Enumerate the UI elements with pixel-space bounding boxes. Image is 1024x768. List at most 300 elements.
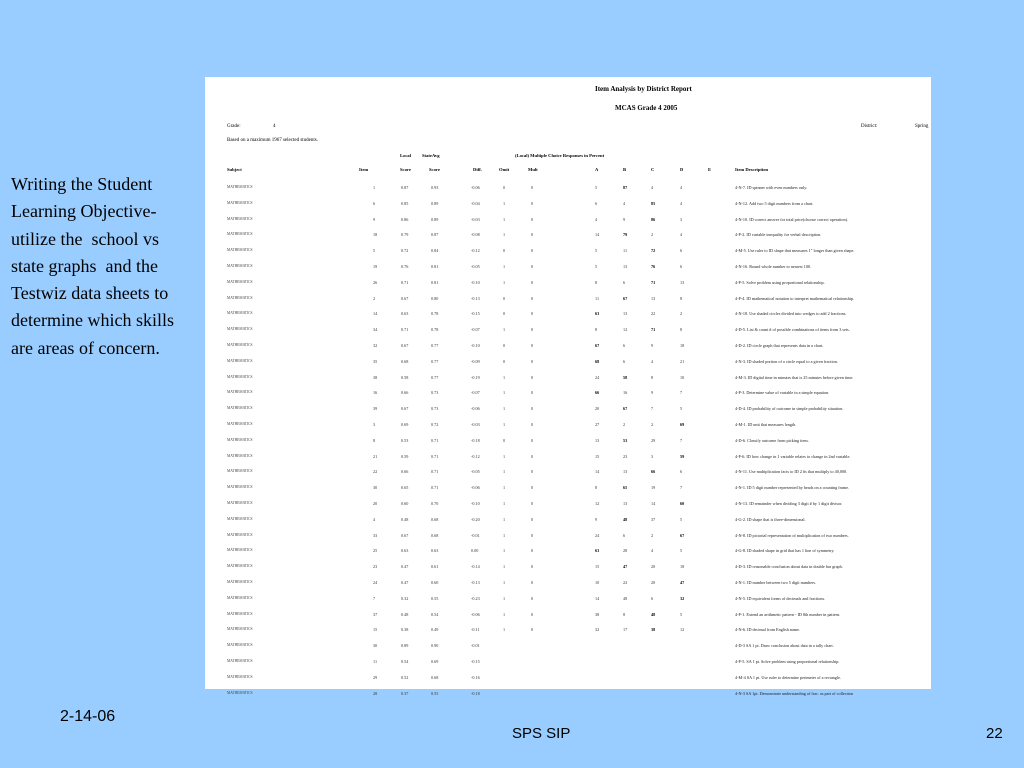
row-local-score: 0.63 bbox=[401, 548, 409, 554]
row-d: 7 bbox=[680, 437, 683, 443]
row-b: 6 bbox=[623, 343, 626, 348]
row-a: 6 bbox=[595, 200, 598, 206]
row-c: 4 bbox=[651, 185, 654, 190]
row-c: 37 bbox=[651, 516, 656, 522]
row-b: 12 bbox=[623, 327, 628, 333]
row-state-score: 0.68 bbox=[431, 674, 439, 680]
row-item: 8 bbox=[373, 437, 376, 443]
row-diff: -0.13 bbox=[471, 580, 480, 585]
row-state-score: 0.81 bbox=[431, 264, 439, 269]
row-subject: MATHEMATICS bbox=[227, 516, 253, 521]
row-item: 2 bbox=[373, 295, 376, 301]
row-omit: 1 bbox=[503, 595, 506, 601]
row-mult: 0 bbox=[531, 532, 534, 538]
row-omit: 1 bbox=[503, 374, 506, 380]
row-b: 6 bbox=[623, 279, 626, 285]
row-subject: MATHEMATICS bbox=[227, 200, 253, 205]
row-state-score: 0.89 bbox=[431, 200, 439, 206]
row-a: 15 bbox=[595, 564, 600, 570]
row-state-score: 0.69 bbox=[431, 659, 439, 664]
row-c: 76 bbox=[651, 264, 656, 269]
row-local-score: 0.60 bbox=[401, 501, 409, 506]
row-a: 8 bbox=[595, 485, 598, 491]
row-b: 48 bbox=[623, 516, 628, 522]
row-item: 11 bbox=[373, 659, 378, 664]
grade-value: 4 bbox=[273, 124, 276, 129]
row-diff: -0.18 bbox=[471, 437, 480, 443]
row-state-score: 0.49 bbox=[431, 627, 439, 633]
row-item: 22 bbox=[373, 469, 378, 475]
row-desc: 4-P-6. ID how change in 1 variable relates to change in 2nd variable. bbox=[735, 453, 851, 459]
row-mult: 0 bbox=[531, 200, 534, 206]
row-b: 9 bbox=[623, 216, 626, 222]
row-omit: 1 bbox=[503, 390, 506, 396]
row-b: 13 bbox=[623, 311, 628, 317]
table-row bbox=[205, 264, 931, 272]
table-row bbox=[205, 280, 931, 288]
row-diff: -0.05 bbox=[471, 469, 480, 475]
row-d: 32 bbox=[680, 595, 685, 601]
row-desc: 4-P-5. SA 1 pt. Solve problem using proportional relationship. bbox=[735, 659, 840, 664]
row-diff: -0.08 bbox=[471, 232, 480, 238]
row-d: 4 bbox=[680, 185, 683, 190]
table-row bbox=[205, 627, 931, 635]
row-omit: 0 bbox=[503, 343, 506, 348]
row-b: 13 bbox=[623, 501, 628, 506]
row-local-score: 0.47 bbox=[401, 580, 409, 585]
row-diff: -0.09 bbox=[471, 358, 480, 364]
row-a: 68 bbox=[595, 358, 600, 364]
row-omit: 1 bbox=[503, 548, 506, 554]
row-item: 37 bbox=[373, 611, 378, 617]
row-subject: MATHEMATICS bbox=[227, 390, 253, 395]
row-desc: 4-G-2. ID shape that is three-dimensional. bbox=[735, 516, 806, 522]
row-local-score: 0.66 bbox=[401, 469, 409, 475]
row-mult: 0 bbox=[531, 216, 534, 222]
row-desc: 4-D-6. Classify outcome from picking item. bbox=[735, 437, 809, 443]
row-desc: 4-N-1. ID number between two 5 digit numbers. bbox=[735, 580, 817, 585]
row-local-score: 0.48 bbox=[401, 516, 409, 522]
table-row bbox=[205, 533, 931, 541]
row-b: 11 bbox=[623, 248, 628, 254]
row-a: 32 bbox=[595, 627, 600, 633]
row-c: 19 bbox=[651, 485, 656, 491]
row-local-score: 0.69 bbox=[401, 422, 409, 427]
row-subject: MATHEMATICS bbox=[227, 374, 253, 379]
row-state-score: 0.63 bbox=[431, 548, 439, 554]
row-local-score: 0.68 bbox=[401, 358, 409, 364]
row-subject: MATHEMATICS bbox=[227, 343, 253, 347]
row-diff: -0.10 bbox=[471, 279, 480, 285]
row-a: 12 bbox=[595, 501, 600, 506]
row-state-score: 0.77 bbox=[431, 358, 439, 364]
row-item: 30 bbox=[373, 643, 378, 649]
row-state-score: 0.71 bbox=[431, 437, 439, 443]
row-mult: 0 bbox=[531, 232, 534, 238]
footer-date: 2-14-06 bbox=[60, 708, 116, 725]
row-item: 3 bbox=[373, 422, 376, 427]
row-item: 16 bbox=[373, 390, 378, 396]
row-diff: -0.11 bbox=[471, 627, 480, 633]
col-desc: Item Description bbox=[735, 167, 769, 172]
row-desc: 4-N-12. Add two 5 digit numbers from a chart. bbox=[735, 200, 814, 206]
row-item: 38 bbox=[373, 374, 378, 380]
col-local-score: Score bbox=[400, 167, 411, 172]
row-b: 67 bbox=[623, 406, 628, 412]
row-state-score: 0.78 bbox=[431, 327, 439, 333]
row-diff: -0.06 bbox=[471, 485, 480, 491]
row-desc: 4-P-1. Extend an arithmetic pattern - ID 8th number in pattern. bbox=[735, 611, 841, 617]
row-diff: -0.06 bbox=[471, 611, 480, 617]
row-desc: 4-N-5. ID equivalent forms of decimals and fractions. bbox=[735, 595, 826, 601]
row-subject: MATHEMATICS bbox=[227, 437, 253, 442]
row-desc: 4-N-1. ID 5 digit number represented by beads on a counting frame. bbox=[735, 485, 850, 491]
row-c: 71 bbox=[651, 279, 656, 285]
row-local-score: 0.71 bbox=[401, 327, 409, 333]
table-row bbox=[205, 691, 931, 699]
row-subject: MATHEMATICS bbox=[227, 595, 253, 600]
row-subject: MATHEMATICS bbox=[227, 469, 253, 474]
row-d: 8 bbox=[680, 327, 683, 333]
row-d: 18 bbox=[680, 343, 685, 348]
row-item: 25 bbox=[373, 548, 378, 554]
row-diff: -0.01 bbox=[471, 532, 480, 538]
row-c: 9 bbox=[651, 390, 654, 396]
row-state-score: 0.80 bbox=[431, 295, 439, 301]
row-c: 14 bbox=[651, 501, 656, 506]
row-subject: MATHEMATICS bbox=[227, 501, 253, 505]
row-desc: 4-N-13. ID remainder when dividing 3 digit # by 1 digit divisor. bbox=[735, 501, 843, 506]
row-d: 5 bbox=[680, 548, 683, 554]
row-d: 4 bbox=[680, 200, 683, 206]
col-item: Item bbox=[359, 167, 369, 172]
row-b: 67 bbox=[623, 295, 628, 301]
row-subject: MATHEMATICS bbox=[227, 264, 253, 268]
row-a: 5 bbox=[595, 264, 598, 269]
row-diff: -0.19 bbox=[471, 374, 480, 380]
row-mult: 0 bbox=[531, 185, 534, 190]
row-state-score: 0.87 bbox=[431, 232, 439, 238]
row-subject: MATHEMATICS bbox=[227, 532, 253, 537]
row-diff: -0.06 bbox=[471, 406, 480, 412]
row-omit: 1 bbox=[503, 564, 506, 570]
col-mult: Mult bbox=[528, 167, 538, 172]
row-d: 7 bbox=[680, 390, 683, 396]
table-row bbox=[205, 517, 931, 525]
row-state-score: 0.81 bbox=[431, 279, 439, 285]
row-state-score: 0.55 bbox=[431, 595, 439, 601]
row-c: 38 bbox=[651, 627, 656, 633]
row-state-score: 0.73 bbox=[431, 406, 439, 412]
row-a: 24 bbox=[595, 374, 600, 380]
row-subject: MATHEMATICS bbox=[227, 216, 253, 221]
row-item: 24 bbox=[373, 580, 378, 585]
row-item: 26 bbox=[373, 279, 378, 285]
row-state-score: 0.70 bbox=[431, 501, 439, 506]
row-local-score: 0.72 bbox=[401, 248, 409, 254]
row-local-score: 0.79 bbox=[401, 232, 409, 238]
table-row bbox=[205, 311, 931, 319]
row-local-score: 0.52 bbox=[401, 674, 409, 680]
row-b: 13 bbox=[623, 469, 628, 475]
row-diff: -0.03 bbox=[471, 422, 480, 427]
row-subject: MATHEMATICS bbox=[227, 643, 253, 648]
row-c: 4 bbox=[651, 548, 654, 554]
row-b: 6 bbox=[623, 532, 626, 538]
row-local-score: 0.38 bbox=[401, 627, 409, 633]
row-b: 4 bbox=[623, 200, 626, 206]
row-diff: -0.23 bbox=[471, 595, 480, 601]
row-b: 79 bbox=[623, 232, 628, 238]
row-desc: 4-G-8. ID shaded shape in grid that has 1 line of symmetry. bbox=[735, 548, 835, 554]
row-diff: -0.12 bbox=[471, 453, 480, 459]
table-row bbox=[205, 485, 931, 493]
row-b: 53 bbox=[623, 437, 628, 443]
report-subtitle: MCAS Grade 4 2005 bbox=[615, 104, 678, 112]
row-mult: 0 bbox=[531, 248, 534, 254]
row-c: 2 bbox=[651, 232, 654, 238]
row-local-score: 0.53 bbox=[401, 437, 409, 443]
row-d: 5 bbox=[680, 406, 683, 412]
row-diff: 0.00 bbox=[471, 548, 479, 554]
row-local-score: 0.54 bbox=[401, 659, 409, 664]
row-state-score: 0.93 bbox=[431, 185, 439, 190]
row-c: 22 bbox=[651, 311, 656, 317]
col-b: B bbox=[623, 167, 627, 172]
row-mult: 0 bbox=[531, 611, 534, 617]
row-omit: 1 bbox=[503, 453, 506, 459]
row-state-score: 0.72 bbox=[431, 422, 439, 427]
row-diff: -0.15 bbox=[471, 659, 480, 664]
row-state-score: 0.89 bbox=[431, 216, 439, 222]
row-subject: MATHEMATICS bbox=[227, 548, 253, 553]
row-a: 9 bbox=[595, 516, 598, 522]
row-d: 12 bbox=[680, 627, 685, 633]
row-item: 29 bbox=[373, 674, 378, 680]
table-row bbox=[205, 232, 931, 240]
row-subject: MATHEMATICS bbox=[227, 453, 253, 458]
row-subject: MATHEMATICS bbox=[227, 279, 253, 284]
row-desc: 4-P-2. ID variable inequality for verbal description. bbox=[735, 232, 822, 238]
row-diff: -0.05 bbox=[471, 264, 480, 269]
row-local-score: 0.71 bbox=[401, 279, 409, 285]
row-desc: 4-N-7. ID spinner with even numbers only. bbox=[735, 185, 808, 190]
row-a: 67 bbox=[595, 343, 600, 348]
row-d: 5 bbox=[680, 611, 683, 617]
row-diff: -0.04 bbox=[471, 200, 480, 206]
row-b: 28 bbox=[623, 548, 628, 554]
row-state-score: 0.71 bbox=[431, 453, 439, 459]
row-desc: 4-N-3. ID shaded portion of a circle equal to a given fraction. bbox=[735, 358, 838, 364]
col-omit: Omit bbox=[499, 167, 510, 172]
row-mult: 0 bbox=[531, 327, 534, 333]
row-subject: MATHEMATICS bbox=[227, 185, 253, 189]
row-omit: 1 bbox=[503, 485, 506, 491]
row-b: 48 bbox=[623, 595, 628, 601]
col-diff: Diff. bbox=[473, 167, 482, 172]
row-mult: 0 bbox=[531, 501, 534, 506]
row-diff: -0.03 bbox=[471, 216, 480, 222]
row-mult: 0 bbox=[531, 564, 534, 570]
table-row bbox=[205, 343, 931, 351]
col-state-score: Score bbox=[429, 167, 440, 172]
row-c: 7 bbox=[651, 406, 654, 412]
row-desc: 4-M-5. Use ruler to ID shape that measures 1" longer than given shape. bbox=[735, 248, 855, 254]
table-row bbox=[205, 327, 931, 335]
row-c: 48 bbox=[651, 611, 656, 617]
row-local-score: 0.63 bbox=[401, 311, 409, 317]
row-subject: MATHEMATICS bbox=[227, 627, 253, 632]
row-subject: MATHEMATICS bbox=[227, 659, 253, 663]
row-c: 20 bbox=[651, 580, 656, 585]
row-mult: 0 bbox=[531, 295, 534, 301]
report-title: Item Analysis by District Report bbox=[595, 85, 692, 93]
row-diff: -0.12 bbox=[471, 248, 480, 254]
row-c: 29 bbox=[651, 437, 656, 443]
row-omit: 1 bbox=[503, 580, 506, 585]
table-row bbox=[205, 296, 931, 304]
row-omit: 1 bbox=[503, 406, 506, 412]
row-d: 6 bbox=[680, 248, 683, 254]
district-value: Spring bbox=[915, 124, 929, 129]
row-diff: -0.20 bbox=[471, 516, 480, 522]
row-local-score: 0.58 bbox=[401, 374, 409, 380]
row-omit: 0 bbox=[503, 185, 506, 190]
row-omit: 1 bbox=[503, 422, 506, 427]
row-omit: 1 bbox=[503, 516, 506, 522]
row-item: 18 bbox=[373, 232, 378, 238]
row-diff: -0.06 bbox=[471, 185, 480, 190]
row-c: 86 bbox=[651, 216, 656, 222]
row-d: 69 bbox=[680, 422, 685, 427]
row-diff: -0.07 bbox=[471, 327, 480, 333]
row-subject: MATHEMATICS bbox=[227, 422, 253, 426]
row-local-score: 0.87 bbox=[401, 185, 409, 190]
row-b: 6 bbox=[623, 358, 626, 364]
row-item: 32 bbox=[373, 343, 378, 348]
row-local-score: 0.47 bbox=[401, 564, 409, 570]
table-row bbox=[205, 390, 931, 398]
row-diff: -0.01 bbox=[471, 643, 480, 649]
row-b: 17 bbox=[623, 627, 628, 633]
col-a: A bbox=[595, 167, 599, 172]
table-row bbox=[205, 185, 931, 193]
col-subject: Subject bbox=[227, 167, 242, 172]
row-d: 3 bbox=[680, 216, 683, 222]
row-c: 20 bbox=[651, 564, 656, 570]
row-b: 8 bbox=[623, 611, 626, 617]
row-a: 8 bbox=[595, 327, 598, 333]
row-c: 3 bbox=[651, 453, 654, 459]
row-desc: 4-N-16. Round whole number to nearest 100. bbox=[735, 264, 812, 269]
report-scan bbox=[205, 77, 931, 696]
table-row bbox=[205, 201, 931, 209]
row-d: 7 bbox=[680, 485, 683, 491]
row-item: 9 bbox=[373, 216, 376, 222]
row-state-score: 0.61 bbox=[431, 564, 439, 570]
row-a: 10 bbox=[595, 580, 600, 585]
row-local-score: 0.32 bbox=[401, 595, 409, 601]
row-item: 20 bbox=[373, 501, 378, 506]
table-row bbox=[205, 501, 931, 509]
row-omit: 0 bbox=[503, 311, 506, 317]
row-mult: 0 bbox=[531, 358, 534, 364]
row-d: 5 bbox=[680, 516, 683, 522]
row-state-score: 0.90 bbox=[431, 643, 439, 649]
row-c: 8 bbox=[651, 374, 654, 380]
table-row bbox=[205, 596, 931, 604]
row-c: 13 bbox=[651, 295, 656, 301]
row-state-score: 0.77 bbox=[431, 343, 439, 348]
row-item: 7 bbox=[373, 595, 376, 601]
row-omit: 1 bbox=[503, 501, 506, 506]
row-b: 22 bbox=[623, 580, 628, 585]
row-d: 60 bbox=[680, 501, 685, 506]
row-d: 10 bbox=[680, 374, 685, 380]
row-a: 63 bbox=[595, 311, 600, 317]
row-b: 2 bbox=[623, 422, 626, 427]
row-desc: 4-D-2. ID circle graph that represents data in a chart. bbox=[735, 343, 824, 348]
row-mult: 0 bbox=[531, 595, 534, 601]
row-item: 1 bbox=[373, 185, 376, 190]
row-c: 2 bbox=[651, 532, 654, 538]
row-mult: 0 bbox=[531, 580, 534, 585]
row-diff: -0.18 bbox=[471, 690, 480, 696]
row-b: 58 bbox=[623, 374, 628, 380]
row-omit: 1 bbox=[503, 469, 506, 475]
row-a: 27 bbox=[595, 422, 600, 427]
row-c: 4 bbox=[651, 358, 654, 364]
row-d: 6 bbox=[680, 264, 683, 269]
row-a: 4 bbox=[595, 216, 598, 222]
based-on-note: Based on a maximum 1967 selected students. bbox=[227, 138, 318, 143]
row-a: 8 bbox=[595, 279, 598, 285]
row-omit: 1 bbox=[503, 279, 506, 285]
row-subject: MATHEMATICS bbox=[227, 295, 253, 300]
row-desc: 4-P-3. Determine value of variable in a simple equation. bbox=[735, 390, 830, 396]
row-d: 21 bbox=[680, 358, 685, 364]
row-local-score: 0.67 bbox=[401, 406, 409, 412]
row-state-score: 0.55 bbox=[431, 690, 439, 696]
table-row bbox=[205, 248, 931, 256]
row-state-score: 0.71 bbox=[431, 485, 439, 491]
table-row bbox=[205, 438, 931, 446]
row-c: 71 bbox=[651, 327, 656, 333]
footer-center-text: SPS SIP bbox=[512, 725, 571, 742]
row-c: 85 bbox=[651, 200, 656, 206]
row-local-score: 0.86 bbox=[401, 216, 409, 222]
row-d: 8 bbox=[680, 295, 683, 301]
row-a: 38 bbox=[595, 611, 600, 617]
row-c: 66 bbox=[651, 469, 656, 475]
row-b: 87 bbox=[623, 185, 628, 190]
row-item: 34 bbox=[373, 327, 378, 333]
group-local: Local bbox=[400, 153, 411, 158]
row-desc: 4-D-5. List & count # of possible combinations of items from 3 sets. bbox=[735, 327, 850, 333]
row-item: 5 bbox=[373, 248, 376, 254]
row-omit: 1 bbox=[503, 532, 506, 538]
table-row bbox=[205, 469, 931, 477]
row-a: 14 bbox=[595, 469, 600, 475]
row-mult: 0 bbox=[531, 437, 534, 443]
row-mult: 0 bbox=[531, 279, 534, 285]
row-mult: 0 bbox=[531, 343, 534, 348]
row-local-score: 0.89 bbox=[401, 643, 409, 649]
district-label: District: bbox=[861, 124, 878, 129]
row-c: 2 bbox=[651, 422, 654, 427]
slide-body-text: Writing the Student Learning Objective-utilize the school vs state graphs and the Testwiz data sheets to determine which skills are areas of concern. bbox=[11, 174, 179, 358]
row-omit: 0 bbox=[503, 437, 506, 443]
